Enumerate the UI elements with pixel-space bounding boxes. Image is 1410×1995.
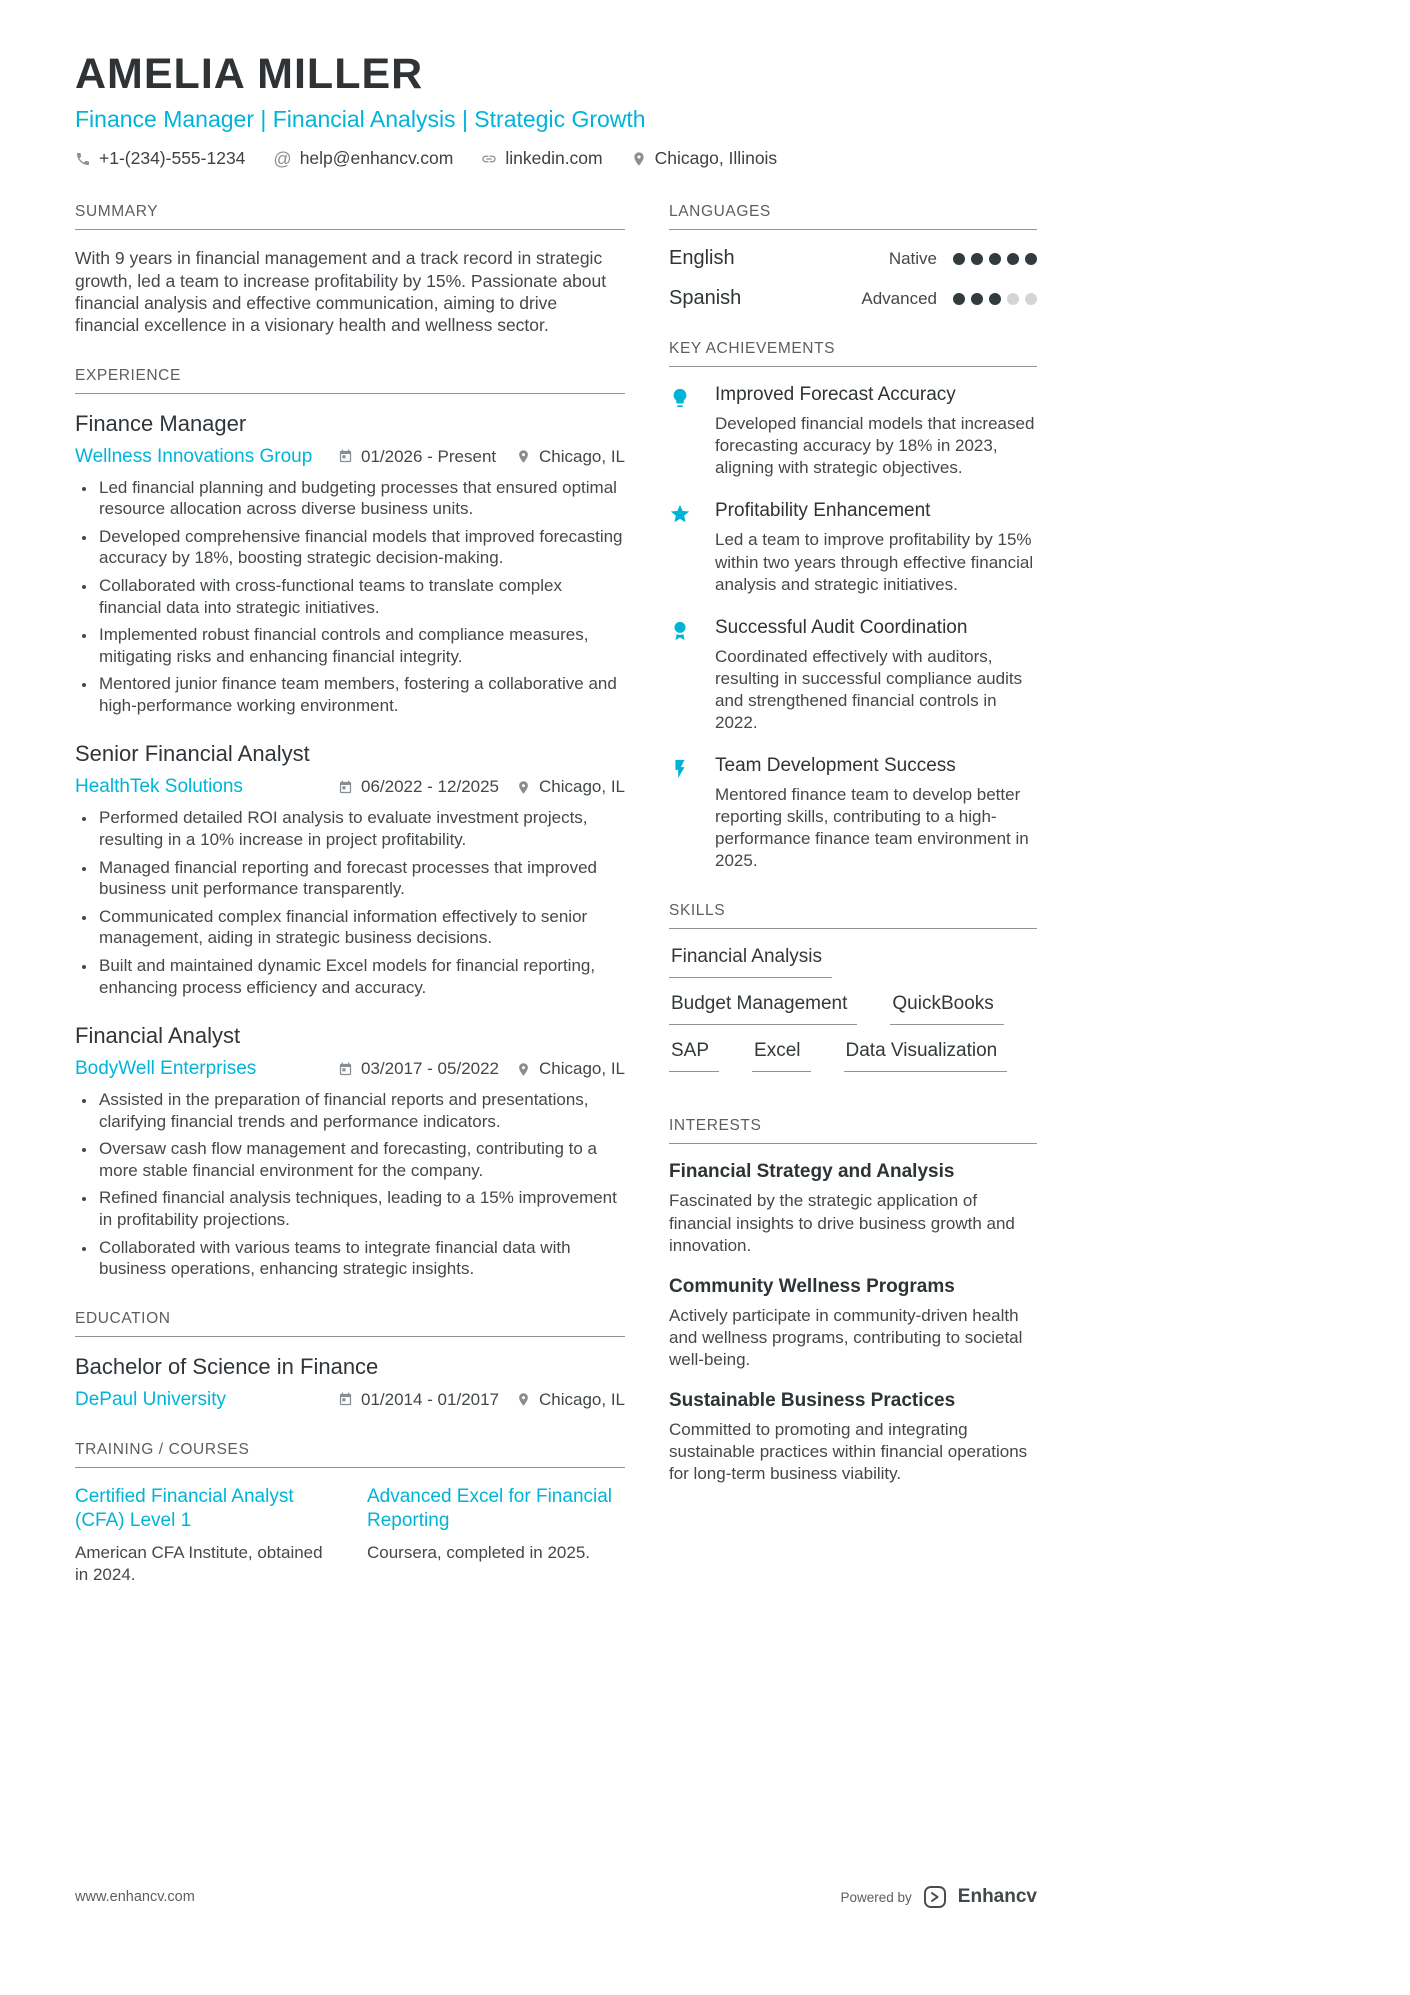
training-section — [75, 1441, 625, 1586]
date-range: 01/2026 - Present — [361, 446, 497, 466]
achievement-text: Coordinated effectively with auditors, resulting in successful compliance audits and strengthened financial controls in 2022. — [715, 646, 1023, 732]
interest-item — [669, 1276, 1037, 1371]
achievement-text: Led a team to improve profitability by 15% within two years through effective financial analysis and strategic initiatives. — [715, 530, 1034, 594]
achievement-item — [669, 617, 1037, 734]
company-name: BodyWell Enterprises — [75, 1058, 257, 1080]
job-dates — [338, 447, 496, 467]
language-rating — [953, 293, 1037, 305]
achievement-title: Profitability Enhancement — [715, 500, 931, 522]
achievement-icon-wrap — [669, 755, 715, 872]
location-text: Chicago, IL — [539, 777, 625, 797]
bolt-icon — [669, 758, 691, 780]
language-item — [669, 247, 1037, 270]
achievement-icon-wrap — [669, 617, 715, 734]
location-icon — [631, 151, 647, 167]
language-name: Spanish — [669, 287, 742, 310]
date-range: 01/2014 - 01/2017 — [361, 1389, 500, 1409]
location-icon — [516, 1062, 531, 1077]
resume-header — [75, 52, 1037, 169]
right-column — [669, 203, 1037, 1616]
interest-text: Fascinated by the strategic application of financial insights to drive business growth and innovation. — [669, 1191, 1015, 1255]
contact-email[interactable] — [273, 148, 453, 169]
achievement-title: Successful Audit Coordination — [715, 616, 968, 638]
bullet-item: • Refined financial analysis techniques, leading to a 15% improvement in profitability projections. — [97, 1187, 625, 1230]
achievements-heading: KEY ACHIEVEMENTS — [669, 340, 1037, 367]
achievement-item — [669, 384, 1037, 479]
enhancv-site-link[interactable]: www.enhancv.com — [75, 1889, 195, 1905]
location-icon — [516, 1392, 531, 1407]
education-dates — [338, 1390, 499, 1410]
course-description: American CFA Institute, obtained in 2024. — [75, 1543, 323, 1585]
bullet-item: • Developed comprehensive financial models that improved forecasting accuracy by 18%, boosting strategic decision-making. — [97, 526, 625, 569]
skill-item: Excel — [752, 1040, 810, 1072]
page-footer — [75, 1884, 1037, 1910]
contact-linkedin[interactable] — [481, 148, 602, 169]
skill-item: Financial Analysis — [669, 946, 832, 978]
job-dates — [338, 1059, 499, 1079]
bullet-item: • Built and maintained dynamic Excel models for financial reporting, enhancing process efficiency and accuracy. — [97, 955, 625, 998]
candidate-name: AMELIA MILLER — [75, 50, 424, 98]
language-level: Advanced — [861, 288, 937, 308]
experience-section — [75, 367, 625, 1280]
job-bullets — [75, 807, 625, 998]
job-location — [516, 1059, 625, 1079]
course-title: Advanced Excel for Financial Reporting — [367, 1485, 613, 1532]
bullet-item: • Collaborated with cross-functional teams to translate complex financial data into strategic initiatives. — [97, 575, 625, 618]
link-icon — [481, 151, 497, 167]
interest-text: Committed to promoting and integrating sustainable practices within financial operations for long-term business viability. — [669, 1420, 1028, 1484]
course-item — [75, 1485, 333, 1586]
education-location — [516, 1390, 625, 1410]
skills-section — [669, 902, 1037, 1087]
bullet-item: • Communicated complex financial information effectively to senior management, aiding in strategic business decisions. — [97, 906, 625, 949]
education-section — [75, 1310, 625, 1411]
job-meta — [75, 446, 625, 468]
course-item — [367, 1485, 625, 1586]
interest-title: Community Wellness Programs — [669, 1275, 955, 1297]
summary-section — [75, 203, 625, 337]
achievement-body — [715, 384, 1037, 479]
interest-title: Financial Strategy and Analysis — [669, 1161, 955, 1183]
skill-item: QuickBooks — [890, 993, 1003, 1025]
job-dates — [338, 777, 499, 797]
languages-heading: LANGUAGES — [669, 203, 1037, 230]
powered-by — [841, 1884, 1038, 1910]
achievement-body — [715, 500, 1037, 595]
date-range: 06/2022 - 12/2025 — [361, 777, 500, 797]
bullet-item: • Mentored junior finance team members, fostering a collaborative and high-performance working environment. — [97, 673, 625, 716]
achievement-item — [669, 500, 1037, 595]
interests-section — [669, 1117, 1037, 1485]
language-level: Native — [888, 248, 937, 268]
skills-row — [669, 993, 1037, 1040]
company-name: Wellness Innovations Group — [75, 445, 313, 467]
skill-item: Budget Management — [669, 993, 857, 1025]
achievement-icon-wrap — [669, 500, 715, 595]
skills-list — [669, 946, 1037, 1087]
achievement-body — [715, 617, 1037, 734]
job-bullets — [75, 477, 625, 717]
enhancv-brand: Enhancv — [957, 1886, 1037, 1907]
skills-row — [669, 946, 1037, 993]
location-text: Chicago, IL — [539, 1389, 625, 1409]
location-text: Chicago, IL — [539, 446, 625, 466]
achievement-text: Developed financial models that increased forecasting accuracy by 18% in 2023, aligning with strategic objectives. — [715, 414, 1035, 478]
calendar-icon — [338, 449, 353, 464]
location-icon — [516, 780, 531, 795]
job-location — [516, 447, 625, 467]
left-column — [75, 203, 625, 1616]
job-meta — [75, 1058, 625, 1080]
achievement-icon-wrap — [669, 384, 715, 479]
contact-location — [631, 148, 778, 169]
job-title: Financial Analyst — [75, 1023, 241, 1049]
interest-item — [669, 1390, 1037, 1485]
contact-row — [75, 148, 1037, 169]
skill-item: Data Visualization — [844, 1040, 1008, 1072]
language-name: English — [669, 247, 735, 270]
language-rating — [953, 253, 1037, 265]
degree-title: Bachelor of Science in Finance — [75, 1353, 379, 1379]
achievement-text: Mentored finance team to develop better reporting skills, contributing to a high-performance finance team environment in 2025. — [715, 785, 1029, 871]
education-meta — [75, 1389, 625, 1411]
calendar-icon — [338, 1062, 353, 1077]
bullet-item: • Implemented robust financial controls and compliance measures, mitigating risks and enhancing financial integrity. — [97, 624, 625, 667]
calendar-icon — [338, 780, 353, 795]
location-text: Chicago, IL — [539, 1059, 625, 1079]
lightbulb-icon — [669, 387, 691, 409]
achievement-title: Team Development Success — [715, 755, 956, 777]
languages-section — [669, 203, 1037, 310]
candidate-title: Finance Manager | Financial Analysis | Strategic Growth — [75, 106, 646, 133]
location-icon — [516, 449, 531, 464]
summary-heading: SUMMARY — [75, 203, 625, 230]
medal-icon — [669, 620, 691, 642]
interest-text: Actively participate in community-driven health and wellness programs, contributing to societal well-being. — [669, 1305, 1023, 1369]
experience-entry — [75, 741, 625, 998]
job-meta — [75, 776, 625, 798]
interests-heading: INTERESTS — [669, 1117, 1037, 1144]
achievement-item — [669, 755, 1037, 872]
school-name: DePaul University — [75, 1388, 226, 1410]
training-heading: TRAINING / COURSES — [75, 1441, 625, 1468]
calendar-icon — [338, 1392, 353, 1407]
job-title: Senior Financial Analyst — [75, 741, 310, 767]
interest-item — [669, 1161, 1037, 1256]
bullet-item: • Assisted in the preparation of financial reports and presentations, clarifying financial trends and performance indicators. — [97, 1089, 625, 1132]
experience-entry — [75, 411, 625, 717]
two-column-layout — [75, 203, 1037, 1616]
achievement-body — [715, 755, 1037, 872]
skill-item: SAP — [669, 1040, 719, 1072]
interest-title: Sustainable Business Practices — [669, 1390, 956, 1412]
bullet-item: • Performed detailed ROI analysis to evaluate investment projects, resulting in a 10% increase in project profitability. — [97, 807, 625, 850]
language-item — [669, 287, 1037, 310]
skills-heading: SKILLS — [669, 902, 1037, 929]
phone-icon — [75, 151, 91, 167]
bullet-item: • Led financial planning and budgeting processes that ensured optimal resource allocation across diverse business units. — [97, 477, 625, 520]
achievements-section — [669, 340, 1037, 872]
star-icon — [669, 503, 691, 525]
email-address[interactable]: help@enhancv.com — [299, 148, 454, 169]
contact-phone — [75, 148, 245, 169]
location-text: Chicago, Illinois — [654, 148, 778, 169]
company-name: HealthTek Solutions — [75, 776, 243, 798]
summary-text: With 9 years in financial management and a track record in strategic growth, led a team to increase profitability by 15%. Passionate about financial analysis and effective communication, aiming to drive financial excellence in a visionary health and wellness sector. — [75, 248, 607, 336]
education-heading: EDUCATION — [75, 1310, 625, 1337]
course-title: Certified Financial Analyst (CFA) Level 1 — [75, 1485, 294, 1532]
achievement-title: Improved Forecast Accuracy — [715, 384, 956, 406]
resume-content — [75, 52, 1037, 1616]
linkedin-link[interactable]: linkedin.com — [505, 148, 603, 169]
skills-row — [669, 1040, 1037, 1087]
email-icon: @ — [273, 148, 292, 169]
phone-number: +1-(234)-555-1234 — [99, 148, 246, 169]
job-bullets — [75, 1089, 625, 1280]
bullet-item: • Oversaw cash flow management and forecasting, contributing to a more stable financial environment for the company. — [97, 1138, 625, 1181]
experience-entry — [75, 1023, 625, 1280]
course-description: Coursera, completed in 2025. — [367, 1543, 591, 1563]
job-title: Finance Manager — [75, 410, 247, 436]
date-range: 03/2017 - 05/2022 — [361, 1059, 500, 1079]
job-location — [516, 777, 625, 797]
bullet-item: • Collaborated with various teams to integrate financial data with business operations, enhancing strategic insights. — [97, 1237, 625, 1280]
powered-by-label: Powered by — [840, 1889, 912, 1905]
enhancv-logo-icon — [922, 1884, 948, 1910]
training-list — [75, 1485, 625, 1586]
experience-heading: EXPERIENCE — [75, 367, 625, 394]
bullet-item: • Managed financial reporting and forecast processes that improved business unit performance transparently. — [97, 857, 625, 900]
